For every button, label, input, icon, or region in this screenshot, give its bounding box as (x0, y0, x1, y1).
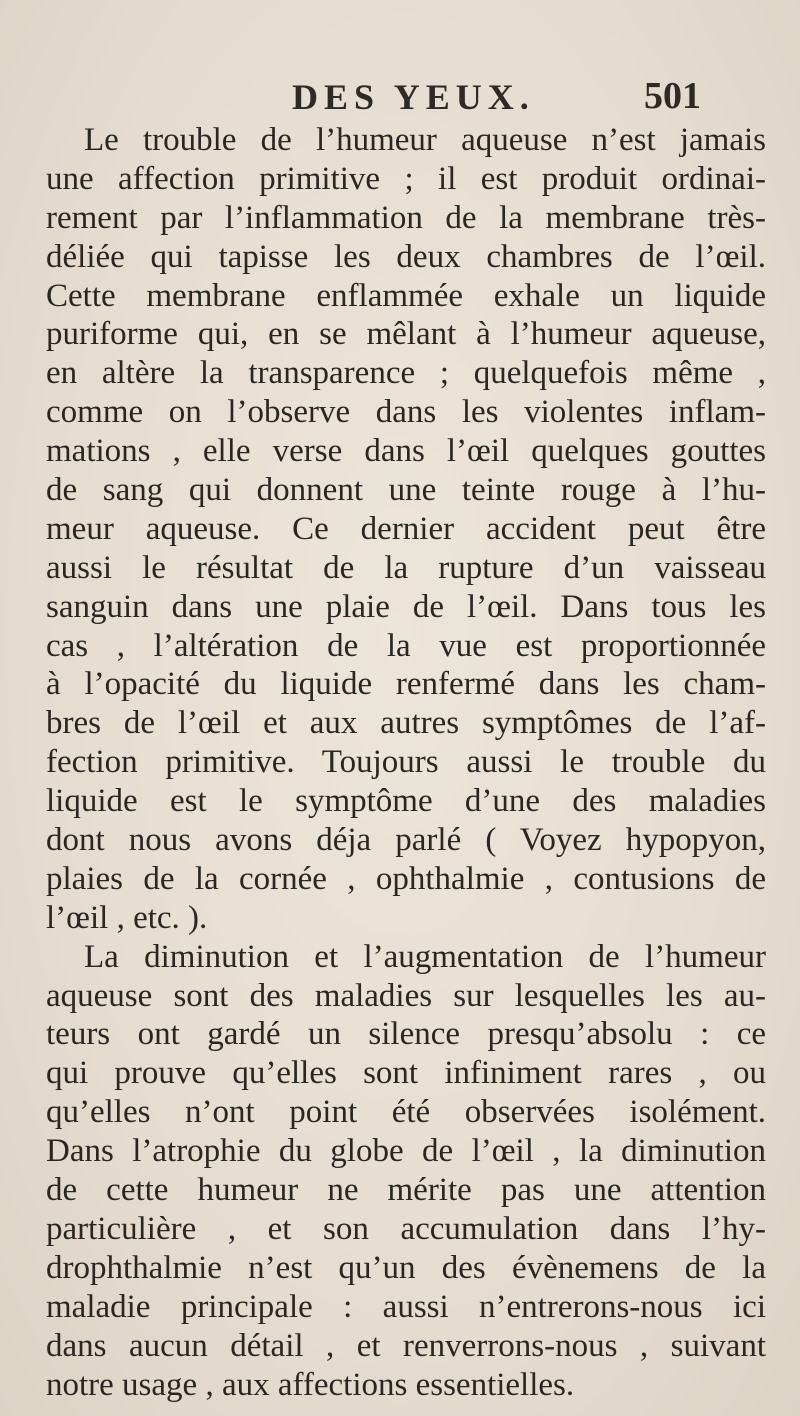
text-line: qu’elles n’ont point été observées isolément. (46, 1094, 766, 1131)
text-line: aqueuse sont des maladies sur lesquelles les au- (46, 977, 766, 1014)
text-line: de sang qui donnent une teinte rouge à l’hu- (46, 472, 766, 509)
text-line: Cette membrane enflammée exhale un liquide (46, 277, 766, 314)
text-line: maladie principale : aussi n’entrerons-nous ici (46, 1288, 766, 1325)
text-line: déliée qui tapisse les deux chambres de l’œil. (46, 238, 766, 275)
text-line: mations , elle verse dans l’œil quelques gouttes (46, 433, 766, 470)
text-line: dont nous avons déja parlé ( Voyez hypopyon, (46, 822, 766, 859)
text-line: liquide est le symptôme d’une des maladies (46, 783, 766, 820)
page-number: 501 (644, 75, 701, 117)
text-line: teurs ont gardé un silence presqu’absolu : ce (46, 1016, 766, 1053)
text-line: notre usage , aux affections essentielles. (46, 1366, 575, 1403)
text-line: à l’opacité du liquide renfermé dans les cham- (46, 666, 766, 703)
text-line: rement par l’inflammation de la membrane très- (46, 199, 766, 236)
text-line: bres de l’œil et aux autres symptômes de l’af- (46, 705, 766, 742)
text-line: en altère la transparence ; quelquefois même , (46, 355, 766, 392)
running-head: DES YEUX. (292, 77, 535, 117)
text-line: aussi le résultat de la rupture d’un vaisseau (46, 549, 766, 586)
text-line: de cette humeur ne mérite pas une attention (46, 1172, 766, 1209)
text-line: comme on l’observe dans les violentes inflam- (46, 394, 766, 431)
text-line: plaies de la cornée , ophthalmie , contusions de (46, 860, 766, 897)
paragraph-1 (46, 121, 766, 938)
text-line: dans aucun détail , et renverrons-nous , suivant (46, 1327, 766, 1364)
paragraph-2 (46, 938, 766, 1405)
text-line: une affection primitive ; il est produit ordinai- (46, 160, 766, 197)
text-line: l’œil , etc. ). (46, 899, 208, 936)
text-line: Dans l’atrophie du globe de l’œil , la diminution (46, 1133, 766, 1170)
text-line: cas , l’altération de la vue est proportionnée (46, 627, 766, 664)
page-header (0, 76, 800, 126)
text-line: particulière , et son accumulation dans l’hy- (46, 1210, 766, 1247)
text-line: fection primitive. Toujours aussi le trouble du (46, 744, 766, 781)
text-line: qui prouve qu’elles sont infiniment rares , ou (46, 1055, 766, 1092)
text-line: Le trouble de l’humeur aqueuse n’est jamais (84, 122, 766, 158)
body-text (46, 121, 766, 1404)
text-line: La diminution et l’augmentation de l’humeur (84, 938, 766, 975)
text-line: puriforme qui, en se mêlant à l’humeur aqueuse, (46, 316, 766, 353)
text-line: drophthalmie n’est qu’un des évènemens de la (46, 1249, 766, 1286)
text-line: sanguin dans une plaie de l’œil. Dans tous les (46, 588, 766, 625)
text-line: meur aqueuse. Ce dernier accident peut être (46, 510, 766, 547)
